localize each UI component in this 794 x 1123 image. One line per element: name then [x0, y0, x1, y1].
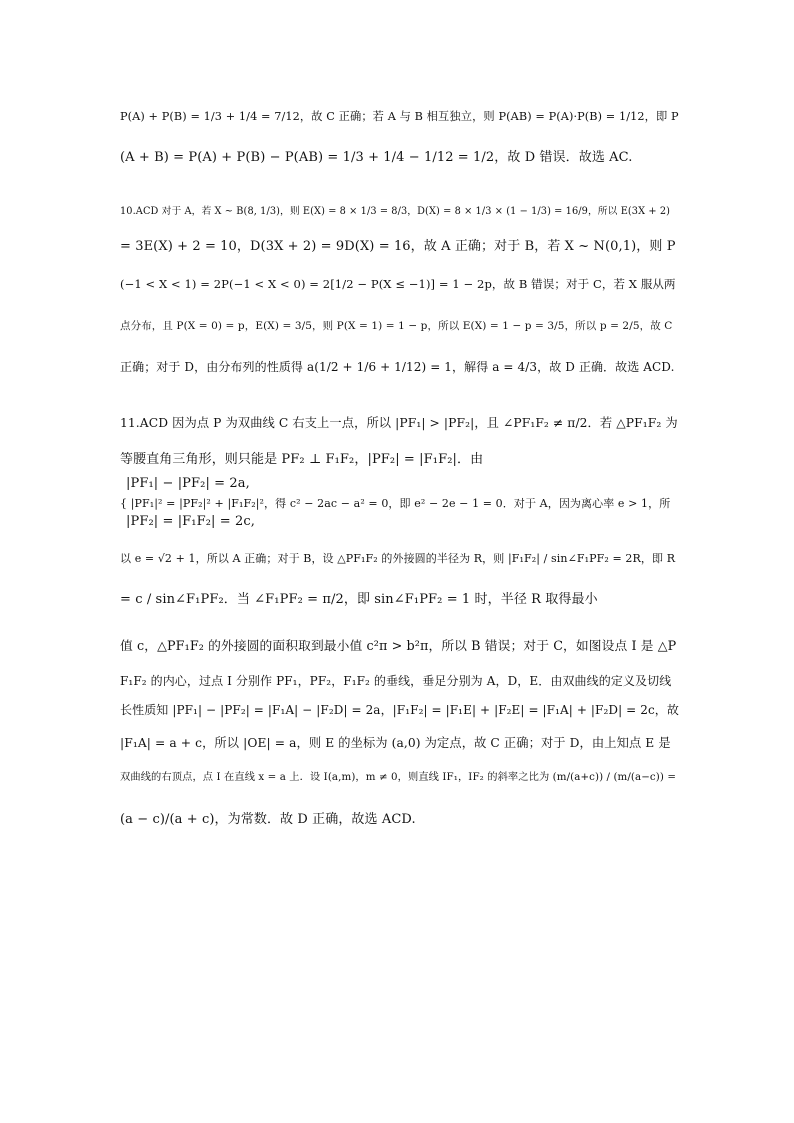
q11-line-1: 11.ACD 因为点 P 为双曲线 C 右支上一点，所以 |PF₁| > |PF₂|，且 ∠PF₁F₂ ≠ π/2．若 △PF₁F₂ 为: [120, 416, 678, 430]
q11-system-eq-2: { |PF₁|² = |PF₂|² + |F₁F₂|²，得 c² − 2ac − a² = 0，即 e² − 2e − 1 = 0．对于 A，因为离心率 e > 1，所: [120, 497, 671, 510]
q10-line-3: (−1 < X < 1) = 2P(−1 < X < 0) = 2[1/2 − P(X ≤ −1)] = 1 − 2p，故 B 错误；对于 C，若 X 服从两: [120, 277, 676, 291]
q11-system-eq-1: |PF₁| − |PF₂| = 2a,: [126, 476, 250, 491]
q11-line-9: 双曲线的右顶点，点 I 在直线 x = a 上．设 I(a,m)，m ≠ 0，则直线 IF₁，IF₂ 的斜率之比为 (m/(a+c)) / (m/(a−c)) =: [120, 771, 677, 783]
q10-line-4: 点分布，且 P(X = 0) = p，E(X) = 3/5，则 P(X = 1) = 1 − p，所以 E(X) = 1 − p = 3/5，所以 p = 2/5，故 C: [120, 320, 673, 332]
q11-line-7: 长性质知 |PF₁| − |PF₂| = |F₁A| − |F₂D| = 2a，|F₁F₂| = |F₁E| + |F₂E| = |F₁A| + |F₂D| = 2c，故: [120, 703, 679, 717]
q11-line-10: (a − c)/(a + c)，为常数．故 D 正确，故选 ACD.: [120, 812, 416, 827]
q11-line-8: |F₁A| = a + c，所以 |OE| = a，则 E 的坐标为 (a,0) 为定点，故 C 正确；对于 D，由上知点 E 是: [120, 736, 671, 750]
q10-line-1: 10.ACD 对于 A，若 X ~ B(8, 1/3)，则 E(X) = 8 × 1/3 = 8/3，D(X) = 8 × 1/3 × (1 − 1/3) = 16/9，所以 E(3X + 2): [120, 206, 671, 217]
q11-line-4: = c / sin∠F₁PF₂．当 ∠F₁PF₂ = π/2，即 sin∠F₁PF₂ = 1 时，半径 R 取得最小: [120, 592, 598, 607]
q10-line-2: = 3E(X) + 2 = 10，D(3X + 2) = 9D(X) = 16，故 A 正确；对于 B，若 X ~ N(0,1)，则 P: [120, 239, 676, 254]
q10-line-5: 正确；对于 D，由分布列的性质得 a(1/2 + 1/6 + 1/12) = 1，解得 a = 4/3，故 D 正确．故选 ACD.: [120, 360, 675, 374]
q11-line-6: F₁F₂ 的内心，过点 I 分别作 PF₁，PF₂，F₁F₂ 的垂线，垂足分别为 A，D，E．由双曲线的定义及切线: [120, 674, 672, 688]
q9-line-1: P(A) + P(B) = 1/3 + 1/4 = 7/12，故 C 正确；若 A 与 B 相互独立，则 P(AB) = P(A)·P(B) = 1/12，即 P: [120, 110, 679, 123]
q11-line-2: 等腰直角三角形，则只能是 PF₂ ⊥ F₁F₂，|PF₂| = |F₁F₂|．由: [120, 452, 484, 467]
q9-line-2: (A + B) = P(A) + P(B) − P(AB) = 1/3 + 1/4 − 1/12 = 1/2，故 D 错误．故选 AC.: [120, 150, 633, 165]
q11-system-eq-3: |PF₂| = |F₁F₂| = 2c,: [126, 514, 255, 529]
q11-line-3: 以 e = √2 + 1，所以 A 正确；对于 B，设 △PF₁F₂ 的外接圆的半径为 R，则 |F₁F₂| / sin∠F₁PF₂ = 2R，即 R: [120, 552, 676, 565]
q11-line-5: 值 c，△PF₁F₂ 的外接圆的面积取到最小值 c²π > b²π，所以 B 错误；对于 C，如图设点 I 是 △P: [120, 639, 677, 654]
